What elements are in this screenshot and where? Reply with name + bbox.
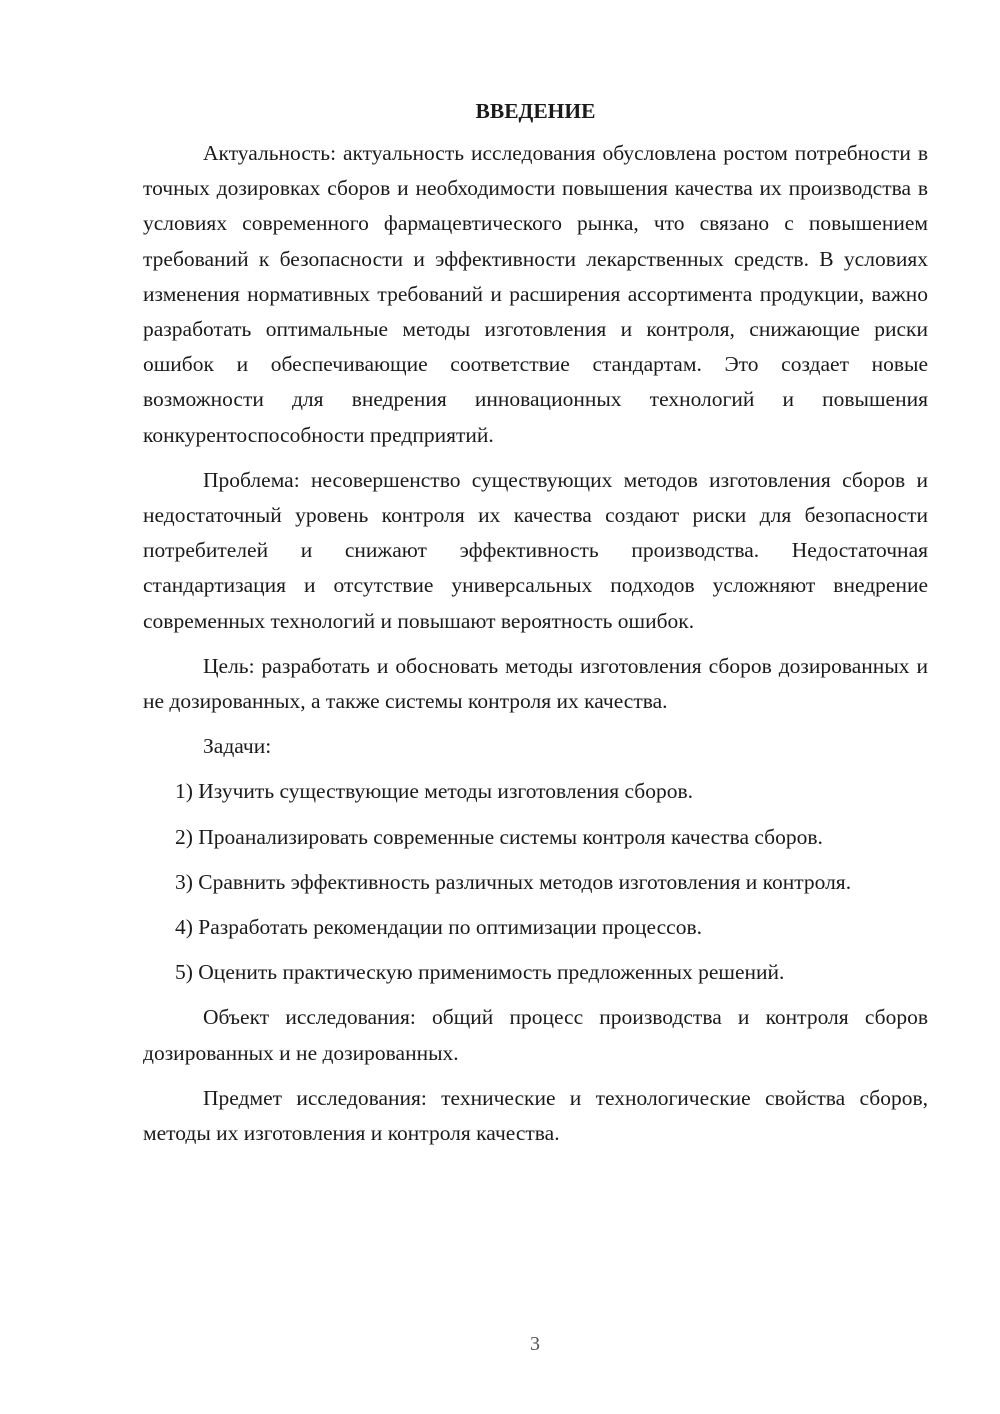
page-title: ВВЕДЕНИЕ bbox=[475, 99, 596, 123]
task-item: 1) Изучить существующие методы изготовления сборов. bbox=[175, 779, 693, 804]
task-item: 2) Проанализировать современные системы контроля качества сборов. bbox=[175, 824, 823, 849]
goal-paragraph: Цель: разработать и обосновать методы изготовления сборов дозированных и не дозированных, а также системы контроля их качества. bbox=[143, 653, 928, 714]
object-paragraph: Объект исследования: общий процесс производства и контроля сборов дозированных и не дозированных. bbox=[143, 1005, 928, 1065]
problem-paragraph: Проблема: несовершенство существующих методов изготовления сборов и недостаточный уровень контроля их качества создают риски для безопасности потребителей и снижают эффективность производства. Недостаточная стандартизация и отсутствие универсальных подходов усложняют внедрение современных технологий и повышают вероятность ошибок. bbox=[143, 467, 928, 633]
page-number: 3 bbox=[530, 1333, 540, 1355]
subject-paragraph: Предмет исследования: технические и технологические свойства сборов, методы их изготовления и контроля качества. bbox=[143, 1085, 928, 1146]
tasks-heading: Задачи: bbox=[203, 734, 272, 759]
task-item: 3) Сравнить эффективность различных методов изготовления и контроля. bbox=[175, 869, 852, 894]
document-page bbox=[143, 96, 928, 1161]
task-item: 4) Разработать рекомендации по оптимизации процессов. bbox=[175, 915, 702, 940]
task-item: 5) Оценить практическую применимость предложенных решений. bbox=[175, 960, 785, 985]
relevance-paragraph: Актуальность: актуальность исследования обусловлена ростом потребности в точных дозировках сборов и необходимости повышения качества их производства в условиях современного фармацевтического рынка, что связано с повышением требований к безопасности и эффективности лекарственных средств. В условиях изменения нормативных требований и расширения ассортимента продукции, важно разработать оптимальные методы изготовления и контроля, снижающие риски ошибок и обеспечивающие соответствие стандартам. Это создает новые возможности для внедрения инновационных технологий и повышения конкурентоспособности предприятий. bbox=[143, 141, 928, 447]
